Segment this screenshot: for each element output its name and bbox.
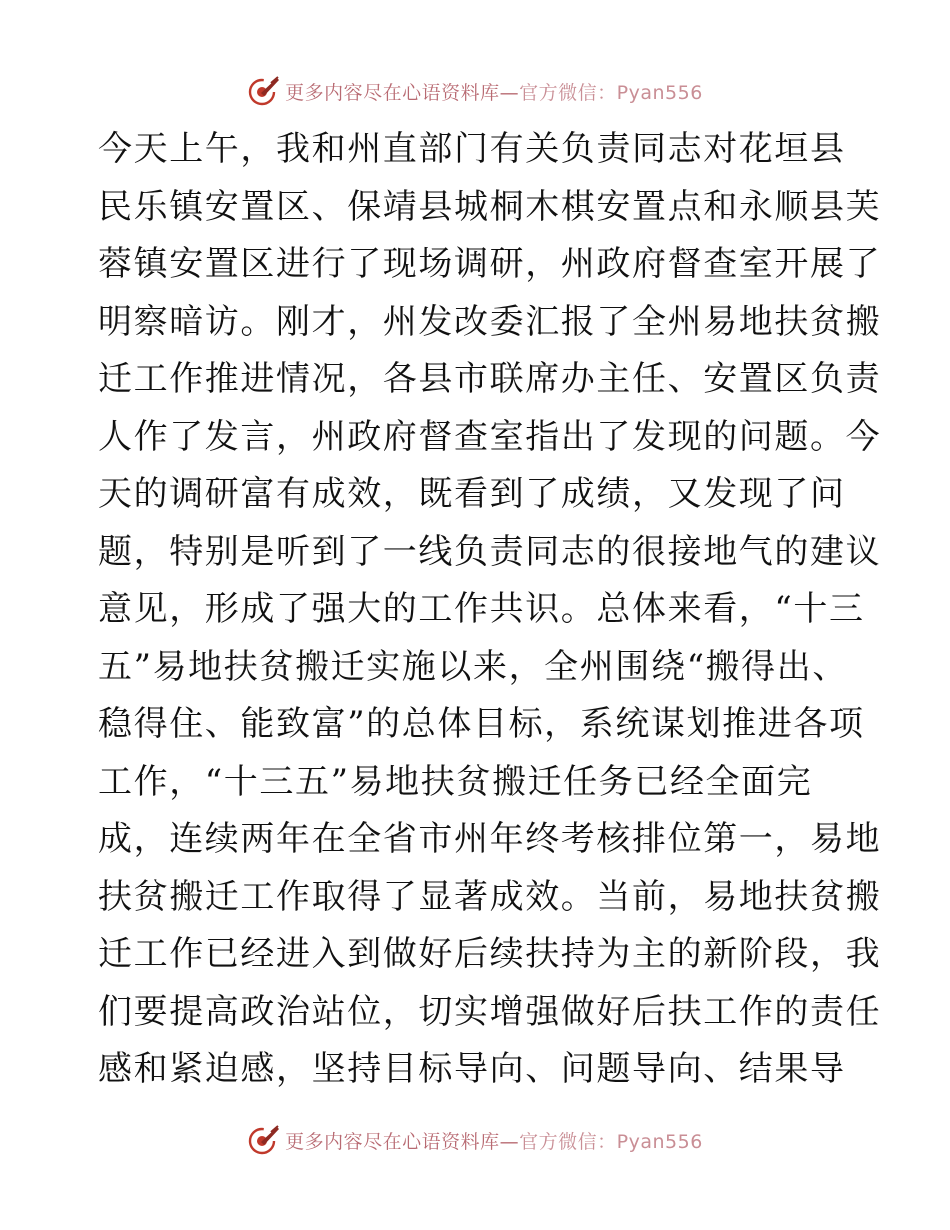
quill-logo-icon xyxy=(247,74,281,108)
paragraph-line: 们要提高政治站位，切实增强做好后扶工作的责任 xyxy=(98,991,882,1032)
paragraph xyxy=(98,121,882,1099)
paragraph-line: 民乐镇安置区、保靖县城桐木棋安置点和永顺县芙 xyxy=(98,186,882,227)
quill-logo-icon xyxy=(247,1123,281,1157)
paragraph-line: 明察暗访。刚才，州发改委汇报了全州易地扶贫搬 xyxy=(98,301,882,342)
paragraph-line: 题，特别是听到了一线负责同志的很接地气的建议 xyxy=(98,531,882,572)
paragraph-line: 人作了发言，州政府督查室指出了发现的问题。今 xyxy=(98,416,882,457)
header-watermark xyxy=(0,71,950,111)
paragraph-line: 成，连续两年在全省市州年终考核排位第一，易地 xyxy=(98,819,882,859)
paragraph-line: 稳得住、能致富”的总体目标，系统谋划推进各项 xyxy=(98,704,865,744)
paragraph-line: 扶贫搬迁工作取得了显著成效。当前，易地扶贫搬 xyxy=(98,876,882,917)
paragraph-line: 迁工作推进情况，各县市联席办主任、安置区负责 xyxy=(98,359,882,399)
paragraph-line: 今天上午，我和州直部门有关负责同志对花垣县 xyxy=(98,129,846,169)
footer-watermark xyxy=(0,1120,950,1160)
paragraph-line: 五”易地扶贫搬迁实施以来，全州围绕“搬得出、 xyxy=(98,646,848,687)
paragraph-line: 感和紧迫感，坚持目标导向、问题导向、结果导 xyxy=(98,1049,846,1089)
paragraph-line: 工作，“十三五”易地扶贫搬迁任务已经全面完 xyxy=(98,761,813,802)
paragraph-line: 意见，形成了强大的工作共识。总体来看，“十三 xyxy=(98,589,865,629)
paragraph-line: 天的调研富有成效，既看到了成绩，又发现了问 xyxy=(98,474,846,514)
watermark-text: 更多内容尽在心语资料库—官方微信：Pyan556 xyxy=(285,1130,703,1153)
watermark-text: 更多内容尽在心语资料库—官方微信：Pyan556 xyxy=(285,81,703,104)
paragraph-line: 蓉镇安置区进行了现场调研，州政府督查室开展了 xyxy=(98,244,882,284)
paragraph-line: 迁工作已经进入到做好后续扶持为主的新阶段，我 xyxy=(98,934,882,974)
